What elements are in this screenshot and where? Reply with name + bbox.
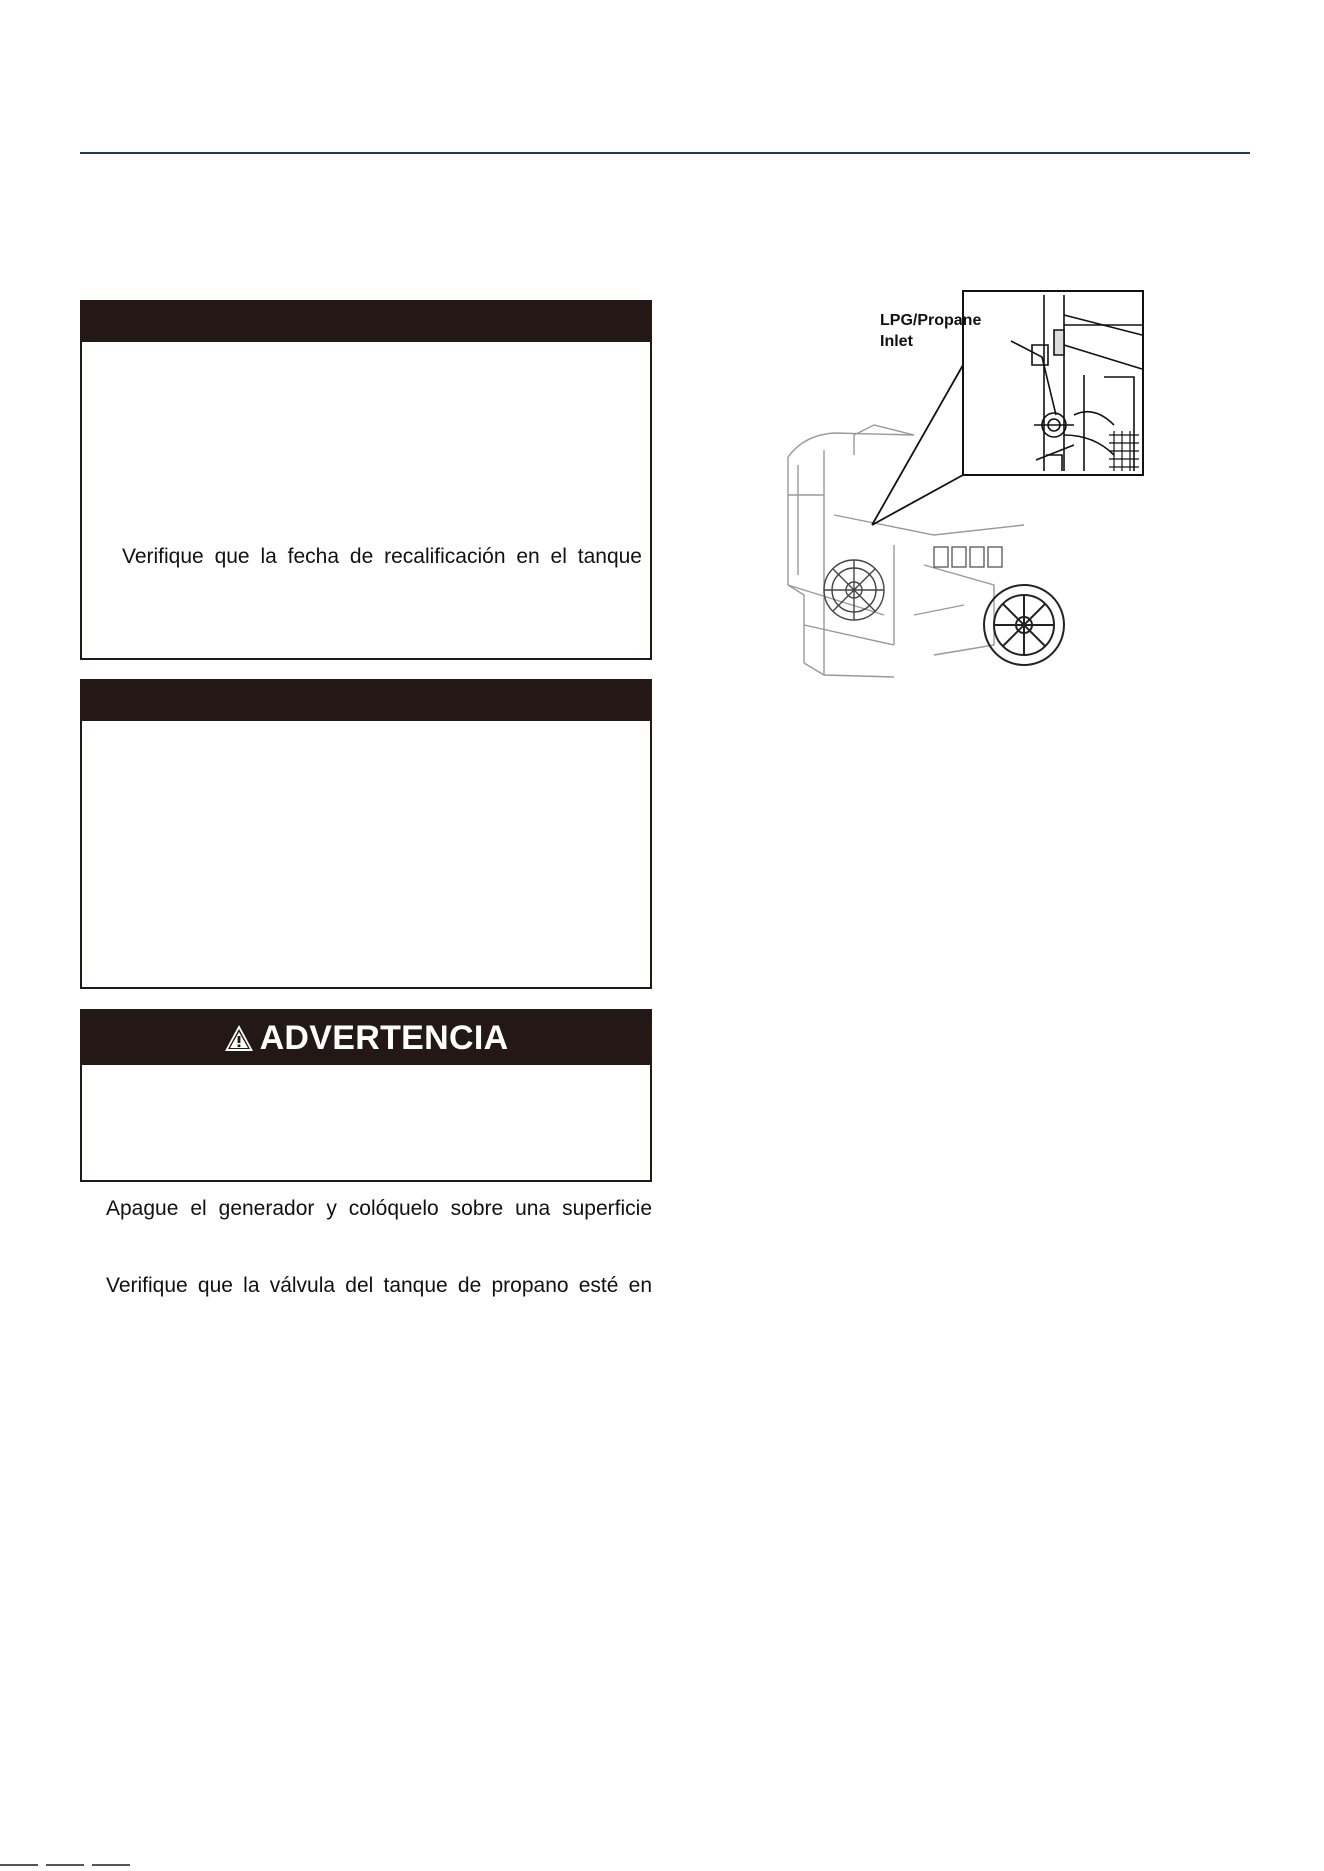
safety-box-1-text: Verifique que la fecha de recalificación en el tanque [122,545,642,568]
warning-triangle-icon [224,1024,254,1052]
figure-callout-label [880,310,981,352]
step-paragraph-1: Apague el generador y colóquelo sobre una superficie [106,1197,652,1220]
figure-callout-label-line2: Inlet [880,333,913,350]
step-paragraph-2: Verifique que la válvula del tanque de propano esté en [106,1274,652,1297]
warning-title: ADVERTENCIA [259,1018,509,1057]
footer-marks [0,1864,130,1868]
safety-box-2-header [82,681,650,721]
safety-box-2 [80,679,652,989]
warning-box [80,1009,652,1182]
figure-callout-label-line1: LPG/Propane [880,312,982,329]
top-rule [80,152,1250,154]
safety-box-1-header [82,302,650,342]
safety-box-1 [80,300,652,660]
warning-box-header [82,1011,650,1065]
